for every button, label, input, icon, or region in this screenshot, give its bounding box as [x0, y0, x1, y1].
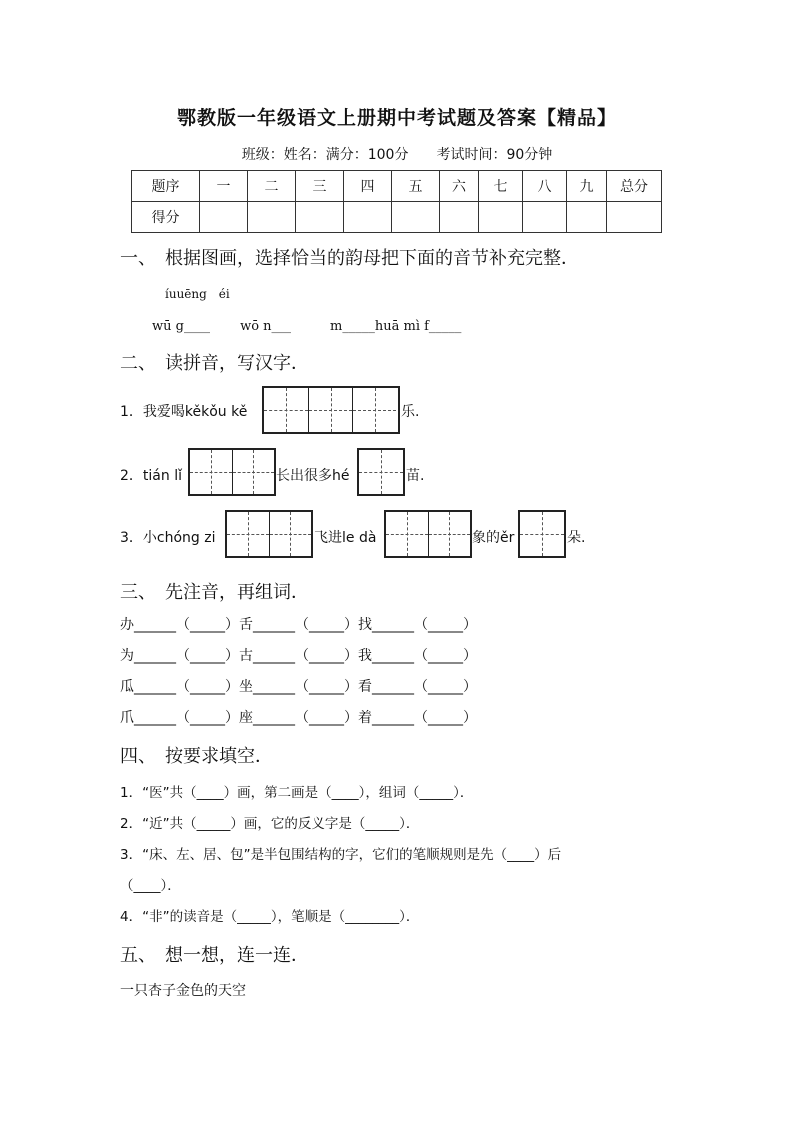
section3-heading: 三、 先注音，再组词．	[120, 582, 309, 603]
score-cell[interactable]	[523, 202, 567, 233]
header-cell: 三	[296, 171, 344, 202]
row-label: 得分	[132, 202, 200, 233]
page-title: 鄂教版一年级语文上册期中考试题及答案【精品】	[176, 107, 617, 129]
section4-heading: 四、 按要求填空．	[120, 746, 273, 767]
fill-item: 2．“近”共（_____）画，它的反义字是（_____）．	[120, 816, 420, 832]
phonetic-row: 为______（_____）古______（_____）我______（_____）	[120, 648, 477, 664]
writing-grid[interactable]	[225, 510, 313, 558]
score-cell[interactable]	[440, 202, 479, 233]
q2-text-end: 苗.	[406, 468, 425, 484]
q3-text-end: 朵.	[567, 530, 586, 546]
section5-heading: 五、 想一想，连一连．	[120, 945, 309, 966]
score-table-score-row	[132, 202, 662, 233]
header-cell: 八	[523, 171, 567, 202]
q2-text-mid: 长出很多hé	[276, 468, 350, 484]
fill-item: 1．“医”共（____）画，第二画是（____），组词（_____）．	[120, 785, 474, 801]
header-cell: 题序	[132, 171, 200, 202]
score-cell[interactable]	[296, 202, 344, 233]
score-table	[131, 170, 662, 233]
header-cell: 四	[344, 171, 392, 202]
score-cell[interactable]	[567, 202, 607, 233]
score-cell[interactable]	[607, 202, 662, 233]
header-cell: 七	[479, 171, 523, 202]
q1-text: 1．我爱喝kěkǒu kě	[120, 404, 248, 420]
fill-item: 4．“非”的读音是（_____），笔顺是（________）．	[120, 909, 420, 925]
section1-options: íuuēng éi	[165, 287, 230, 301]
header-cell: 六	[440, 171, 479, 202]
header-cell: 二	[248, 171, 296, 202]
writing-grid[interactable]	[518, 510, 566, 558]
q3-text-mid2: 象的ěr	[472, 530, 515, 546]
section1-blanks: wū g____ wō n___ m_____huā mì f_____	[152, 319, 462, 334]
header-cell: 五	[392, 171, 440, 202]
phonetic-row: 瓜______（_____）坐______（_____）看______（_____）	[120, 679, 477, 695]
q3-text: 3．小chóng zi	[120, 530, 216, 546]
writing-grid[interactable]	[357, 448, 405, 496]
header-cell: 一	[200, 171, 248, 202]
phonetic-row: 办______（_____）舌______（_____）找______（_____）	[120, 617, 477, 633]
writing-grid[interactable]	[384, 510, 472, 558]
q1-text-end: 乐.	[401, 404, 420, 420]
writing-grid[interactable]	[262, 386, 400, 434]
q3-text-mid1: 飞进le dà	[314, 530, 377, 546]
score-cell[interactable]	[200, 202, 248, 233]
q2-text: 2．tián lǐ	[120, 468, 182, 484]
matching-line: 一只杏子金色的天空	[120, 983, 246, 999]
header-cell: 总分	[607, 171, 662, 202]
fill-item: 3．“床、左、居、包”是半包围结构的字，它们的笔顺规则是先（____）后	[120, 847, 562, 863]
score-cell[interactable]	[344, 202, 392, 233]
exam-info: 班级：姓名：满分：100分 考试时间：90分钟	[241, 147, 553, 163]
writing-grid[interactable]	[188, 448, 276, 496]
section1-heading: 一、 根据图画，选择恰当的韵母把下面的音节补充完整．	[120, 248, 579, 269]
fill-item: （____）．	[120, 878, 181, 894]
section2-heading: 二、 读拼音，写汉字．	[120, 353, 309, 374]
score-cell[interactable]	[479, 202, 523, 233]
phonetic-row: 爪______（_____）座______（_____）着______（_____）	[120, 710, 477, 726]
score-cell[interactable]	[248, 202, 296, 233]
score-table-header-row	[132, 171, 662, 202]
header-cell: 九	[567, 171, 607, 202]
score-cell[interactable]	[392, 202, 440, 233]
